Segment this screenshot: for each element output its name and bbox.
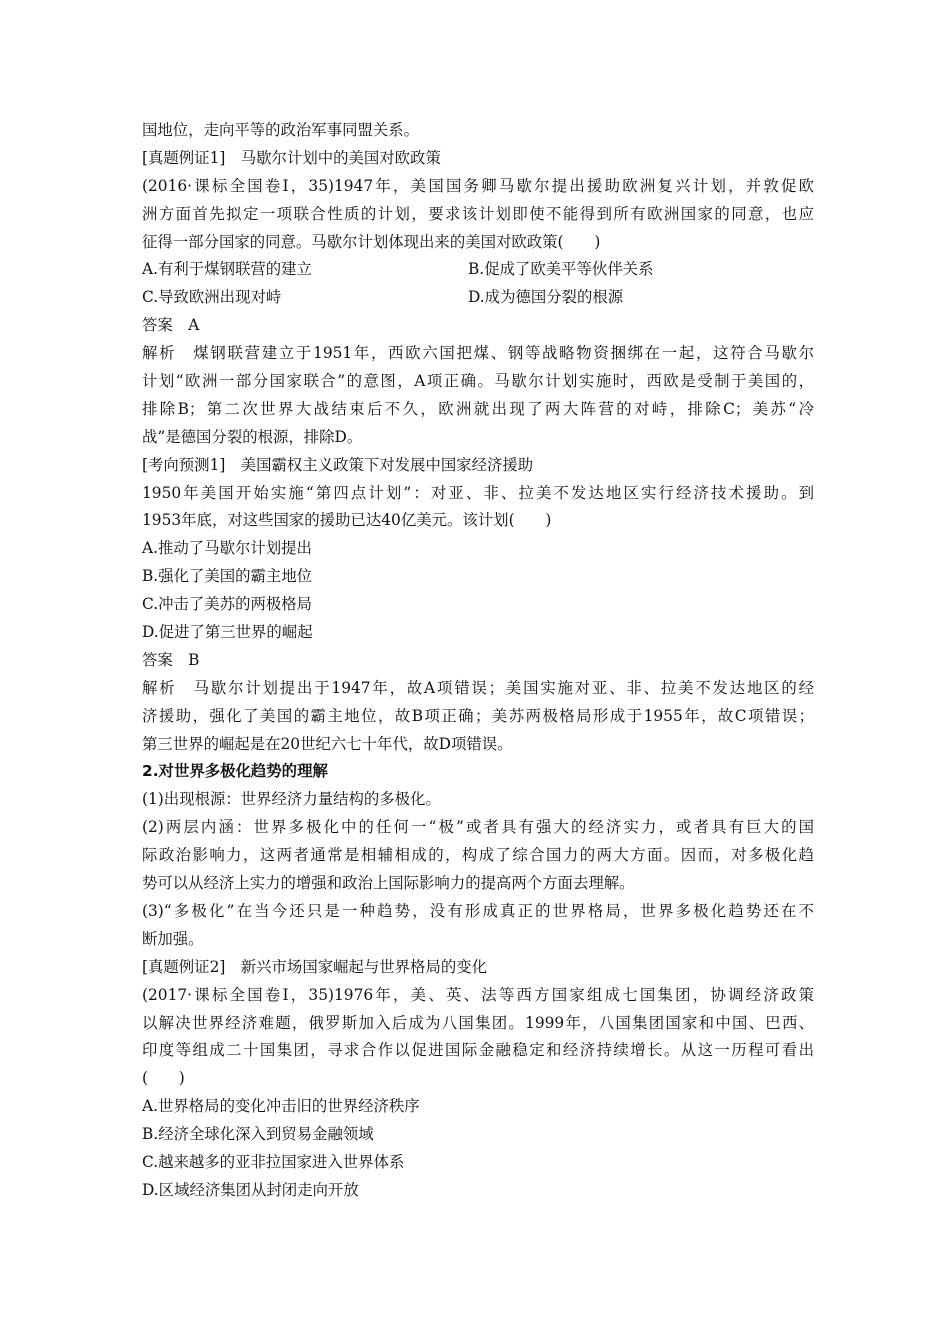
q1-answer: 答案 A [142, 316, 200, 335]
section2-line: (2)两层内涵：世界多极化中的任何一“极”或者具有强大的经济实力，或者具有巨大的国 [142, 818, 814, 837]
q1-options-row [142, 284, 814, 312]
q1-stem-line: 洲方面首先拟定一项联合性质的计划，要求该计划即使不能得到所有欧洲国家的同意，也应 [142, 204, 814, 223]
q2-analysis-line: 济援助，强化了美国的霸主地位，故B项正确；美苏两极格局形成于1955年，故C项错误； [142, 706, 814, 725]
q1-analysis-line: 计划“欧洲一部分国家联合”的意图，A项正确。马歇尔计划实施时，西欧是受制于美国的， [142, 372, 814, 391]
q3-option-c: C.越来越多的亚非拉国家进入世界体系 [142, 1152, 405, 1171]
q3-stem-line: ( ) [142, 1069, 185, 1088]
q3-option-a: A.世界格局的变化冲击旧的世界经济秩序 [142, 1097, 420, 1116]
q1-analysis-line: 战”是德国分裂的根源，排除D。 [142, 427, 363, 446]
q2-stem-line: 1950年美国开始实施“第四点计划”：对亚、非、拉美不发达地区实行经济技术援助。到 [142, 483, 814, 502]
section2-line: (1)出现根源：世界经济力量结构的多极化。 [142, 790, 441, 809]
q2-answer: 答案 B [142, 650, 200, 669]
q2-header: [考向预测1] 美国霸权主义政策下对发展中国家经济援助 [142, 455, 534, 474]
section2-line: 势可以从经济上实力的增强和政治上国际影响力的提高两个方面去理解。 [142, 874, 635, 893]
q3-header: [真题例证2] 新兴市场国家崛起与世界格局的变化 [142, 957, 488, 976]
document-page [142, 117, 814, 1205]
q1-option-c: C.导致欧洲出现对峙 [142, 288, 282, 307]
q2-stem-line: 1953年底，对这些国家的援助已达40亿美元。该计划( ) [142, 511, 552, 530]
q2-analysis-line: 第三世界的崛起是在20世纪六七十年代，故D项错误。 [142, 734, 513, 753]
q3-option-b: B.经济全球化深入到贸易金融领域 [142, 1125, 374, 1144]
q1-stem-line: (2016·课标全国卷Ⅰ，35)1947年，美国国务卿马歇尔提出援助欧洲复兴计划，并敦促欧 [142, 176, 814, 195]
q1-analysis-line: 解析 煤钢联营建立于1951年，西欧六国把煤、钢等战略物资捆绑在一起，这符合马歇尔 [142, 344, 814, 363]
q2-option-d: D.促进了第三世界的崛起 [142, 623, 313, 642]
q3-option-d: D.区域经济集团从封闭走向开放 [142, 1180, 359, 1199]
q1-stem-line: 征得一部分国家的同意。马歇尔计划体现出来的美国对欧政策( ) [142, 232, 601, 251]
section2-title: 2.对世界多极化趋势的理解 [142, 762, 328, 781]
q1-options-row [142, 256, 814, 284]
q3-stem-line: (2017·课标全国卷Ⅰ，35)1976年，美、英、法等西方国家组成七国集团，协调经济政策 [142, 985, 814, 1004]
q2-option-a: A.推动了马歇尔计划提出 [142, 539, 312, 558]
q2-option-c: C.冲击了美苏的两极格局 [142, 595, 313, 614]
section2-line: (3)“多极化”在当今还只是一种趋势，没有形成真正的世界格局，世界多极化趋势还在不 [142, 901, 814, 920]
q3-stem-line: 以解决世界经济难题，俄罗斯加入后成为八国集团。1999年，八国集团国家和中国、巴西、 [142, 1013, 814, 1032]
intro-tail: 国地位，走向平等的政治军事同盟关系。 [142, 121, 420, 139]
q1-option-a: A.有利于煤钢联营的建立 [142, 260, 312, 279]
section2-line: 际政治影响力，这两者通常是相辅相成的，构成了综合国力的两大方面。因而，对多极化趋 [142, 846, 814, 865]
q1-analysis-line: 排除B；第二次世界大战结束后不久，欧洲就出现了两大阵营的对峙，排除C；美苏“冷 [142, 399, 814, 418]
q1-option-b: B.促成了欧美平等伙伴关系 [468, 260, 654, 279]
q3-stem-line: 印度等组成二十国集团，寻求合作以促进国际金融稳定和经济持续增长。从这一历程可看出 [142, 1041, 814, 1060]
section2-line: 断加强。 [142, 929, 204, 948]
q1-header: [真题例证1] 马歇尔计划中的美国对欧政策 [142, 148, 441, 167]
q2-option-b: B.强化了美国的霸主地位 [142, 567, 313, 586]
q1-option-d: D.成为德国分裂的根源 [468, 288, 624, 307]
q2-analysis-line: 解析 马歇尔计划提出于1947年，故A项错误；美国实施对亚、非、拉美不发达地区的经 [142, 678, 814, 697]
